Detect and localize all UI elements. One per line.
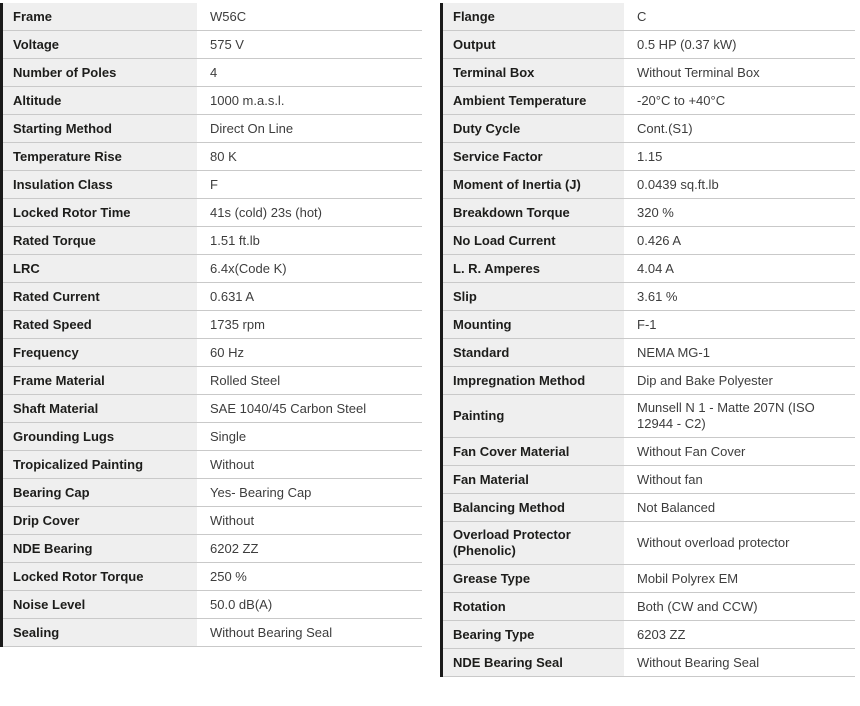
spec-row [443,59,855,87]
spec-label: Frame [3,3,197,30]
spec-row [443,339,855,367]
spec-label: Temperature Rise [3,143,197,170]
spec-value: Without [210,512,255,528]
spec-value: 1735 rpm [210,316,265,332]
spec-value: 80 K [210,148,237,164]
spec-label: Rotation [443,593,624,620]
spec-value: Without Terminal Box [637,64,760,80]
spec-label: Overload Protector (Phenolic) [443,522,624,564]
spec-label: Voltage [3,31,197,58]
spec-value: Without [210,456,255,472]
spec-value: Munsell N 1 - Matte 207N (ISO 12944 - C2) [637,400,815,431]
spec-row [3,423,422,451]
spec-label: Number of Poles [3,59,197,86]
spec-label: Bearing Cap [3,479,197,506]
spec-row [443,649,855,677]
spec-label: No Load Current [443,227,624,254]
spec-row [443,494,855,522]
spec-value: Direct On Line [210,120,294,136]
spec-value: Rolled Steel [210,372,281,388]
spec-table-right [440,3,855,677]
spec-row [443,593,855,621]
spec-value: 41s (cold) 23s (hot) [210,204,322,220]
spec-label: Frame Material [3,367,197,394]
spec-label: Flange [443,3,624,30]
spec-label: Grounding Lugs [3,423,197,450]
spec-row [3,619,422,647]
spec-value: W56C [210,8,247,24]
spec-value: NEMA MG-1 [637,344,710,360]
spec-value: Without fan [637,471,703,487]
spec-value: 4.04 A [637,260,674,276]
spec-row [443,466,855,494]
spec-value: 6202 ZZ [210,540,259,556]
spec-row [443,199,855,227]
spec-row [443,621,855,649]
spec-value: -20°C to +40°C [637,92,726,108]
spec-value: Not Balanced [637,499,716,515]
spec-row [3,507,422,535]
spec-value: F-1 [637,316,657,332]
spec-label: Breakdown Torque [443,199,624,226]
spec-label: Painting [443,395,624,437]
spec-row [443,367,855,395]
spec-value: 1.51 ft.lb [210,232,260,248]
spec-label: Sealing [3,619,197,646]
spec-label: NDE Bearing [3,535,197,562]
spec-table-left [0,3,422,647]
spec-row [443,438,855,466]
spec-value: 60 Hz [210,344,244,360]
spec-label: Locked Rotor Torque [3,563,197,590]
spec-row [443,31,855,59]
spec-label: LRC [3,255,197,282]
spec-label: Terminal Box [443,59,624,86]
spec-row [3,451,422,479]
spec-label: Locked Rotor Time [3,199,197,226]
spec-value: Without Bearing Seal [210,624,333,640]
spec-value: 3.61 % [637,288,678,304]
spec-row [3,591,422,619]
spec-row [443,227,855,255]
spec-row [443,87,855,115]
spec-row [3,31,422,59]
spec-row [3,395,422,423]
spec-row [3,283,422,311]
spec-row [3,115,422,143]
spec-row [443,3,855,31]
spec-value: F [210,176,218,192]
spec-value: 1000 m.a.s.l. [210,92,285,108]
spec-label: Rated Speed [3,311,197,338]
spec-value: 575 V [210,36,244,52]
spec-value: 6.4x(Code K) [210,260,287,276]
spec-value: Both (CW and CCW) [637,598,758,614]
spec-label: Duty Cycle [443,115,624,142]
spec-label: Frequency [3,339,197,366]
spec-label: Shaft Material [3,395,197,422]
spec-row [3,479,422,507]
spec-value: 0.0439 sq.ft.lb [637,176,719,192]
spec-row [443,395,855,438]
spec-value: 0.426 A [637,232,682,248]
spec-value: Cont.(S1) [637,120,693,136]
spec-row [443,115,855,143]
spec-label: Bearing Type [443,621,624,648]
spec-value: 1.15 [637,148,663,164]
spec-value: SAE 1040/45 Carbon Steel [210,400,367,416]
spec-label: Fan Cover Material [443,438,624,465]
spec-label: Service Factor [443,143,624,170]
spec-row [3,367,422,395]
spec-row [443,311,855,339]
spec-value: Without overload protector [637,535,790,550]
spec-row [443,522,855,565]
spec-label: Altitude [3,87,197,114]
spec-label: Rated Torque [3,227,197,254]
spec-row [3,311,422,339]
spec-label: Noise Level [3,591,197,618]
spec-row [3,171,422,199]
spec-label: Moment of Inertia (J) [443,171,624,198]
spec-label: L. R. Amperes [443,255,624,282]
spec-row [3,199,422,227]
spec-label: Starting Method [3,115,197,142]
spec-label: Grease Type [443,565,624,592]
spec-row [443,283,855,311]
spec-value: 4 [210,64,218,80]
spec-row [443,143,855,171]
spec-label: Rated Current [3,283,197,310]
spec-label: Output [443,31,624,58]
spec-row [3,535,422,563]
spec-label: Drip Cover [3,507,197,534]
spec-value: Yes- Bearing Cap [210,484,312,500]
spec-label: Standard [443,339,624,366]
spec-row [3,227,422,255]
spec-row [3,3,422,31]
spec-label: Balancing Method [443,494,624,521]
spec-label: NDE Bearing Seal [443,649,624,676]
spec-row [3,143,422,171]
spec-value: 50.0 dB(A) [210,596,273,612]
spec-value: Dip and Bake Polyester [637,372,773,388]
spec-value: Single [210,428,247,444]
spec-value: C [637,8,647,24]
spec-label: Slip [443,283,624,310]
spec-row [3,59,422,87]
spec-value: Mobil Polyrex EM [637,570,739,586]
spec-row [3,339,422,367]
spec-value: Without Bearing Seal [637,654,760,670]
spec-value: Without Fan Cover [637,443,746,459]
spec-row [443,171,855,199]
spec-row [3,87,422,115]
spec-value: 250 % [210,568,247,584]
spec-value: 0.5 HP (0.37 kW) [637,36,737,52]
spec-row [443,255,855,283]
spec-label: Insulation Class [3,171,197,198]
spec-value: 6203 ZZ [637,626,686,642]
spec-value: 320 % [637,204,674,220]
spec-label: Tropicalized Painting [3,451,197,478]
spec-label: Mounting [443,311,624,338]
spec-row [3,255,422,283]
spec-label: Fan Material [443,466,624,493]
spec-label: Impregnation Method [443,367,624,394]
spec-label: Ambient Temperature [443,87,624,114]
spec-row [3,563,422,591]
spec-row [443,565,855,593]
spec-value: 0.631 A [210,288,255,304]
